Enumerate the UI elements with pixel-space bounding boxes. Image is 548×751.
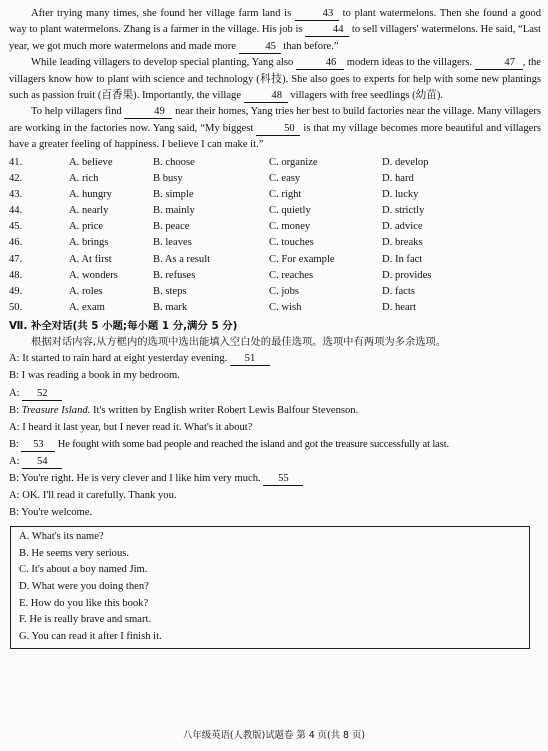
option-d: D. advice <box>382 221 423 233</box>
option-d: D. develop <box>382 156 429 168</box>
option-a: A. brings <box>69 237 109 249</box>
option-b: B. As a result <box>153 253 211 265</box>
blank-46: 46 <box>296 57 344 70</box>
option-b: B. leaves <box>153 237 192 249</box>
option-d: D. facts <box>382 286 415 298</box>
exam-page <box>9 6 541 649</box>
option-row-48 <box>9 268 541 284</box>
dialogue-text: A: It started to rain hard at eight yesterday evening. <box>9 353 228 365</box>
dialogue-text: A: OK. I'll read it carefully. Thank you. <box>9 490 177 502</box>
passage-text: near their homes, Yang tries her best to build factories near the village. Many villagers are working in the factories now. Yang said, “My biggest <box>9 106 541 134</box>
option-row-46 <box>9 236 541 252</box>
option-b: B. steps <box>153 286 187 298</box>
option-d: D. provides <box>382 269 432 281</box>
option-b: B. simple <box>153 188 194 200</box>
dialogue-text: B: You're welcome. <box>9 507 93 519</box>
passage-text: , the villagers know how to plant with science and technology (科技). She also goes to experts for help with some new plantings such as passion fruit (百香果). Importantly, the village <box>9 57 542 102</box>
question-number: 49. <box>9 286 23 298</box>
blank-45: 45 <box>239 41 281 54</box>
page-footer: 八年级英语(人教版)试题卷 第 4 页(共 8 页) <box>182 730 366 741</box>
option-d: D. hard <box>382 172 414 184</box>
blank-55: 55 <box>263 473 303 486</box>
options-table <box>9 155 541 317</box>
dialogue-line <box>9 350 541 367</box>
option-c: C. money <box>269 221 311 233</box>
option-a: A. hungry <box>69 188 112 200</box>
choice-item: D. What were you doing then? <box>19 581 149 593</box>
blank-54: 54 <box>22 456 62 469</box>
option-c: C. organize <box>269 156 318 168</box>
question-number: 43. <box>9 188 23 200</box>
blank-43: 43 <box>295 8 339 21</box>
option-c: C. touches <box>269 237 314 249</box>
option-c: C. easy <box>269 172 301 184</box>
choice-item: C. It's about a boy named Jim. <box>19 564 148 576</box>
choice-item: A. What's its name? <box>19 531 104 543</box>
option-d: D. heart <box>382 302 417 314</box>
speaker-label: A: <box>9 387 20 399</box>
passage-text: While leading villagers to develop special planting, Yang also <box>31 57 294 69</box>
dialogue-text: He fought with some bad people and reached the island and got the treasure successfully at last. <box>57 438 449 450</box>
passage-text: to sell villagers' watermelons. He said, “Last year, we got much more watermelons and made more <box>9 24 541 52</box>
option-c: C. jobs <box>269 286 300 298</box>
option-a: A. rich <box>69 172 99 184</box>
blank-47: 47 <box>475 57 523 70</box>
passage-text: After trying many times, she found her village farm land is <box>31 8 292 19</box>
passage-text: is that my village becomes more beautiful and villagers have a greater feeling of happiness. I believe I can make it.” <box>9 122 541 151</box>
option-a: A. At first <box>69 253 112 265</box>
dialogue-text: A: I heard it last year, but I never read it. What's it about? <box>9 421 253 433</box>
passage-text: modern ideas to the villagers. <box>346 57 472 69</box>
question-number: 45. <box>9 221 23 233</box>
option-row-41 <box>9 155 541 171</box>
dialogue-line <box>9 436 541 453</box>
passage-paragraph-1 <box>9 6 541 55</box>
option-row-44 <box>9 203 541 219</box>
dialogue-line <box>9 487 541 504</box>
option-a: A. believe <box>69 156 113 168</box>
section-instructions: 根据对话内容,从方框内的选项中选出能填入空白处的最佳选项。选项中有两项为多余选项。 <box>31 335 447 348</box>
option-b: B. mark <box>153 302 188 314</box>
question-number: 46. <box>9 237 23 249</box>
option-c: C. quietly <box>269 205 311 217</box>
dialogue-line <box>9 504 541 521</box>
option-a: A. exam <box>69 302 105 314</box>
option-d: D. In fact <box>382 253 423 265</box>
choice-item: F. He is really brave and smart. <box>19 614 152 626</box>
option-b: B. peace <box>153 221 190 233</box>
speaker-label: B: <box>9 438 19 450</box>
dialogue-line <box>9 453 541 470</box>
speaker-label: B: <box>9 404 20 416</box>
passage-paragraph-2 <box>9 55 541 104</box>
choices-box <box>10 526 530 649</box>
dialogue <box>9 350 541 521</box>
choice-item: G. You can read it after I finish it. <box>19 630 162 642</box>
passage-paragraph-3 <box>9 104 541 153</box>
option-c: C. For example <box>269 253 335 265</box>
question-number: 42. <box>9 172 23 184</box>
option-row-43 <box>9 187 541 203</box>
dialogue-line <box>9 385 541 402</box>
question-number: 41. <box>9 156 23 168</box>
dialogue-line <box>9 470 541 487</box>
option-row-47 <box>9 252 541 268</box>
dialogue-line <box>9 419 541 436</box>
option-d: D. breaks <box>382 237 423 249</box>
choice-item: B. He seems very serious. <box>19 547 130 559</box>
option-b: B. mainly <box>153 205 195 217</box>
blank-50: 50 <box>256 123 300 136</box>
option-d: D. lucky <box>382 188 419 200</box>
option-a: A. nearly <box>69 205 109 217</box>
question-number: 50. <box>9 302 23 314</box>
option-row-49 <box>9 284 541 300</box>
speaker-label: A: <box>9 455 20 467</box>
book-title: Treasure Island. <box>21 404 91 416</box>
option-d: D. strictly <box>382 205 425 217</box>
question-number: 44. <box>9 205 23 217</box>
option-c: C. wish <box>269 302 302 314</box>
option-a: A. roles <box>69 286 103 298</box>
dialogue-line <box>9 402 541 419</box>
passage-text: to plant watermelons. Then she found a good way to plant watermelons. Zhang is a farmer in the village. His job is <box>9 8 541 36</box>
blank-49: 49 <box>124 106 172 119</box>
option-row-45 <box>9 219 541 235</box>
option-row-42 <box>9 171 541 187</box>
section-title: Ⅶ. 补全对话(共 5 小题;每小题 1 分,满分 5 分) <box>9 319 238 332</box>
option-b: B busy <box>153 172 183 184</box>
option-a: A. wonders <box>69 269 118 281</box>
passage-text: To help villagers find <box>31 106 122 118</box>
option-b: B. choose <box>153 156 195 168</box>
blank-51: 51 <box>230 353 270 366</box>
passage-text: villagers with free seedlings (幼苗). <box>290 90 444 102</box>
dialogue-text: B: I was reading a book in my bedroom. <box>9 370 180 382</box>
passage-text: than before.” <box>283 40 339 52</box>
blank-52: 52 <box>22 388 62 401</box>
question-number: 47. <box>9 253 23 265</box>
option-c: C. right <box>269 188 302 200</box>
dialogue-text: B: You're right. He is very clever and I like him very much. <box>9 473 261 484</box>
option-c: C. reaches <box>269 269 314 281</box>
option-row-50 <box>9 300 541 316</box>
dialogue-text: It's written by English writer Robert Lewis Balfour Stevenson. <box>93 404 359 416</box>
blank-44: 44 <box>305 24 349 37</box>
blank-53: 53 <box>21 439 55 452</box>
option-b: B. refuses <box>153 269 196 281</box>
choice-item: E. How do you like this book? <box>19 597 149 609</box>
option-a: A. price <box>69 221 104 233</box>
dialogue-line <box>9 367 541 384</box>
blank-48: 48 <box>244 90 288 103</box>
question-number: 48. <box>9 269 23 281</box>
